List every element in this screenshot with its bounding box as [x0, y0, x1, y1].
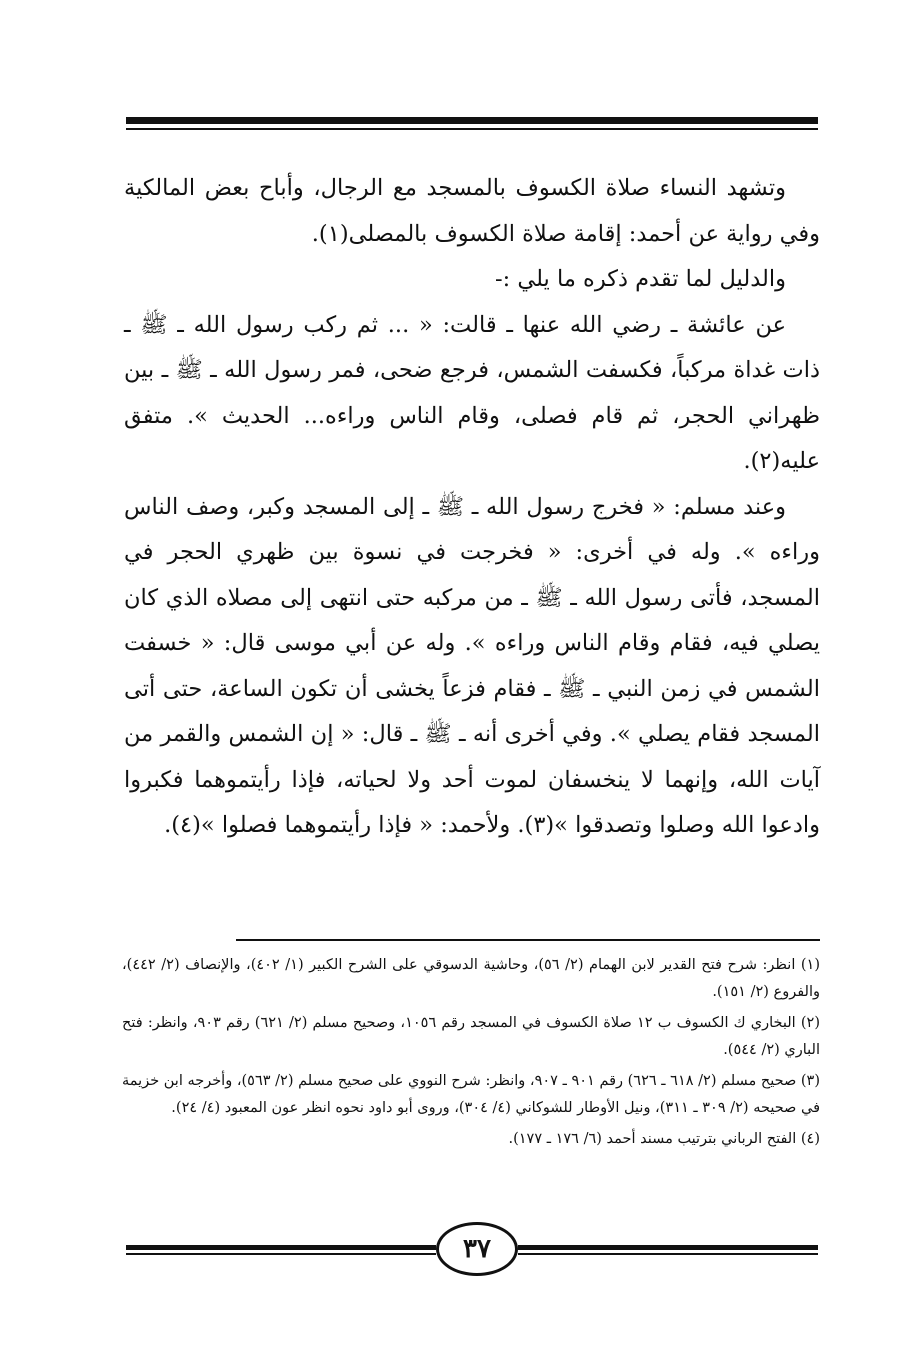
footnotes: [122, 952, 820, 1157]
paragraph-3: عن عائشة ـ رضي الله عنها ـ قالت: « ... ثم ركب رسول الله ـ ﷺ ـ ذات غداة مركباً، فكسفت الشمس، فرجع ضحى، فمر رسول الله ـ ﷺ ـ بين ظهراني الحجر، ثم قام فصلى، وقام الناس وراءه... الحديث ». متفق عليه(٢).: [124, 311, 820, 474]
main-text: [124, 166, 820, 849]
footer-rule-left: [126, 1245, 436, 1250]
header-rule-thick: [126, 117, 818, 124]
footnote-4: (٤) الفتح الرباني بترتيب مسند أحمد (٦/ ١٧٦ ـ ١٧٧).: [508, 1131, 820, 1147]
footnote-separator: [236, 939, 820, 941]
footnote-2: (٢) البخاري ك الكسوف ب ١٢ صلاة الكسوف في المسجد رقم ١٠٥٦، وصحيح مسلم (٢/ ٦٢١) رقم ٩٠٣، وانظر: فتح الباري (٢/ ٥٤٤).: [122, 1015, 820, 1058]
footnote-3: (٣) صحيح مسلم (٢/ ٦١٨ ـ ٦٢٦) رقم ٩٠١ ـ ٩٠٧، وانظر: شرح النووي على صحيح مسلم (٢/ ٥٦٣)، وأخرجه ابن خزيمة في صحيحه (٢/ ٣٠٩ ـ ٣١١)، ونيل الأوطار للشوكاني (٤/ ٣٠٤)، وروى أبو داود نحوه انظر عون المعبود (٤/ ٢٤).: [122, 1073, 821, 1116]
page-number: [436, 1222, 518, 1276]
paragraph-1: وتشهد النساء صلاة الكسوف بالمسجد مع الرجال، وأباح بعض المالكية وفي رواية عن أحمد: إقامة صلاة الكسوف بالمصلى(١).: [124, 175, 820, 247]
footer-rule-left-thin: [126, 1253, 436, 1255]
paragraph-4: وعند مسلم: « فخرج رسول الله ـ ﷺ ـ إلى المسجد وكبر، وصف الناس وراءه ». وله في أخرى: « فخرجت في نسوة بين ظهري الحجر في المسجد، فأتى رسول الله ـ ﷺ ـ من مركبه حتى انتهى إلى مصلاه الذي كان يصلي فيه، فقام وقام الناس وراءه ». وله عن أبي موسى قال: « خسفت الشمس في زمن النبي ـ ﷺ ـ فقام فزعاً يخشى أن تكون الساعة، حتى أتى المسجد فقام يصلي ». وفي أخرى أنه ـ ﷺ ـ قال: « إن الشمس والقمر من آيات الله، وإنهما لا ينخسفان لموت أحد ولا لحياته، فإذا رأيتموهما فكبروا وادعوا الله وصلوا وتصدقوا »(٣). ولأحمد: « فإذا رأيتموهما فصلوا »(٤).: [124, 493, 820, 838]
footer-rule-right-thin: [518, 1253, 818, 1255]
footnote-1: (١) انظر: شرح فتح القدير لابن الهمام (٢/ ٥٦)، وحاشية الدسوقي على الشرح الكبير (١/ ٤٠٢)، والإنصاف (٢/ ٤٤٢)، والفروع (٢/ ١٥١).: [122, 957, 821, 1000]
paragraph-2: والدليل لما تقدم ذكره ما يلي :-: [495, 266, 786, 292]
footer-rule-right: [518, 1245, 818, 1250]
header-rule-thin: [126, 128, 818, 130]
page-number-text: ٣٧: [463, 1234, 491, 1264]
